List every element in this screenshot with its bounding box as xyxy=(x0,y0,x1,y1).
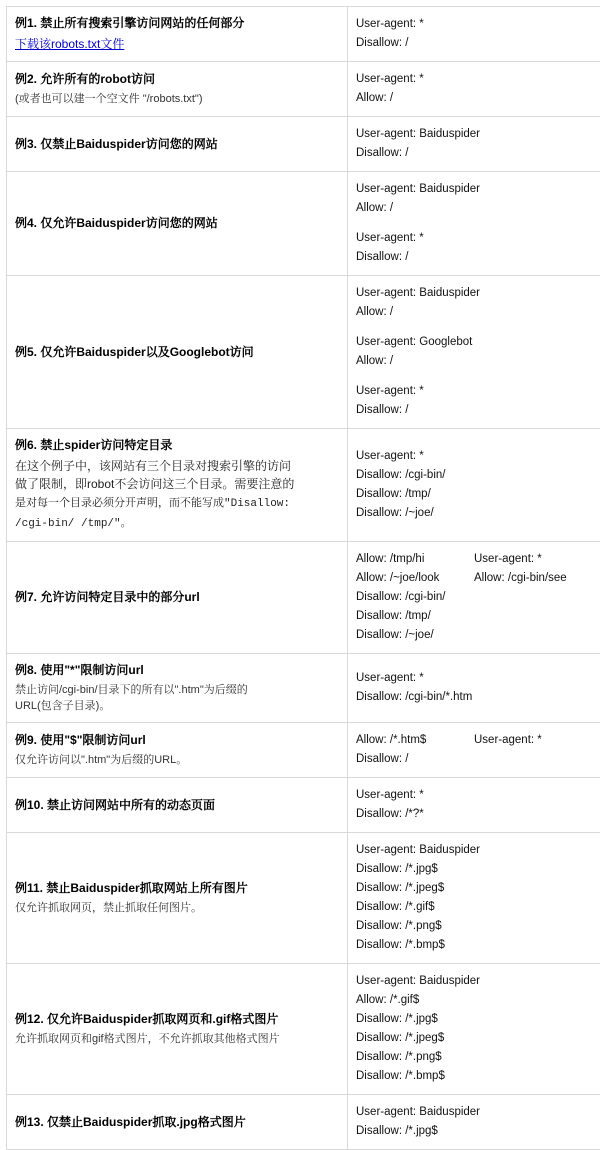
code-column-right xyxy=(474,731,600,769)
code-line: Disallow: /*?* xyxy=(356,805,600,824)
code-line: User-agent: Baiduspider xyxy=(356,180,600,199)
example-title: 例13. 仅禁止Baiduspider抓取.jpg格式图片 xyxy=(15,1114,339,1131)
subtext-line: 是对每一个目录必须分开声明，而不能写成"Disallow: xyxy=(15,498,290,510)
code-line: User-agent: * xyxy=(356,382,600,401)
example-code-cell xyxy=(348,778,600,833)
code-line: Allow: /*.gif$ xyxy=(356,991,600,1010)
code-line: Disallow: /cgi-bin/*.htm xyxy=(356,688,600,707)
download-robots-txt-link[interactable]: 下载该robots.txt文件 xyxy=(15,35,124,52)
code-line: Disallow: /*.bmp$ xyxy=(356,936,600,955)
code-line: Allow: /tmp/hi xyxy=(356,550,474,569)
code-line: Disallow: /*.jpeg$ xyxy=(356,879,600,898)
code-line: User-agent: Baiduspider xyxy=(356,125,600,144)
code-column-right xyxy=(474,550,600,645)
code-line: Disallow: / xyxy=(356,401,600,420)
code-line: Allow: /*.htm$ xyxy=(356,731,474,750)
example-title: 例2. 允许所有的robot访问 xyxy=(15,71,339,88)
code-line: User-agent: * xyxy=(356,229,600,248)
example-description-cell xyxy=(7,778,348,833)
table-row xyxy=(7,1095,600,1150)
example-code-cell xyxy=(348,62,600,117)
example-description-cell xyxy=(7,833,348,964)
example-code-cell xyxy=(348,1095,600,1150)
code-line: User-agent: Baiduspider xyxy=(356,972,600,991)
example-code-cell xyxy=(348,276,600,429)
code-line: Disallow: /*.gif$ xyxy=(356,898,600,917)
table-row xyxy=(7,964,600,1095)
example-code-cell xyxy=(348,7,600,62)
table-row xyxy=(7,7,600,62)
table-row xyxy=(7,542,600,654)
code-line: Disallow: /*.png$ xyxy=(356,917,600,936)
code-line: User-agent: Baiduspider xyxy=(356,841,600,860)
code-line: Disallow: / xyxy=(356,34,600,53)
example-description-cell xyxy=(7,172,348,276)
code-two-columns xyxy=(356,731,600,769)
example-subtext: 仅允许访问以".htm"为后缀的URL。 xyxy=(15,752,339,768)
code-line: Disallow: /cgi-bin/ xyxy=(356,588,474,607)
code-two-columns xyxy=(356,550,600,645)
code-spacer xyxy=(356,218,600,229)
example-code-cell xyxy=(348,964,600,1095)
example-title: 例8. 使用"*"限制访问url xyxy=(15,662,339,679)
table-row xyxy=(7,172,600,276)
example-description-cell xyxy=(7,964,348,1095)
code-line: Disallow: /*.jpg$ xyxy=(356,1010,600,1029)
code-line: User-agent: Googlebot xyxy=(356,333,600,352)
example-description-cell xyxy=(7,542,348,654)
example-description-cell xyxy=(7,429,348,542)
table-row xyxy=(7,723,600,778)
table-row xyxy=(7,429,600,542)
code-line: Disallow: /*.bmp$ xyxy=(356,1067,600,1086)
subtext-line: 做了限制，即robot不会访问这三个目录。需要注意的 xyxy=(15,477,294,491)
example-description-cell xyxy=(7,117,348,172)
code-line: Disallow: /cgi-bin/ xyxy=(356,466,600,485)
code-spacer xyxy=(356,322,600,333)
code-column-left xyxy=(356,550,474,645)
example-subtext: 允许抓取网页和gif格式图片，不允许抓取其他格式图片 xyxy=(15,1031,339,1047)
table-row xyxy=(7,62,600,117)
code-line: User-agent: * xyxy=(474,731,600,750)
example-code-cell xyxy=(348,654,600,723)
table-row xyxy=(7,654,600,723)
example-title: 例12. 仅允许Baiduspider抓取网页和.gif格式图片 xyxy=(15,1011,339,1028)
code-line: Disallow: /*.jpg$ xyxy=(356,1122,600,1141)
code-spacer xyxy=(356,371,600,382)
example-title: 例4. 仅允许Baiduspider访问您的网站 xyxy=(15,215,339,232)
example-title: 例6. 禁止spider访问特定目录 xyxy=(15,437,339,454)
example-title: 例3. 仅禁止Baiduspider访问您的网站 xyxy=(15,136,339,153)
code-line: Disallow: /*.jpeg$ xyxy=(356,1029,600,1048)
code-line: Allow: /cgi-bin/see xyxy=(474,569,600,588)
subtext-line: URL(包含子目录)。 xyxy=(15,700,110,712)
example-subtext xyxy=(15,457,339,533)
code-line: Allow: / xyxy=(356,303,600,322)
example-code-cell xyxy=(348,542,600,654)
code-line: Disallow: /*.png$ xyxy=(356,1048,600,1067)
code-line: Disallow: / xyxy=(356,750,474,769)
code-line: Disallow: / xyxy=(356,248,600,267)
example-code-cell xyxy=(348,723,600,778)
code-line: User-agent: Baiduspider xyxy=(356,1103,600,1122)
code-line: User-agent: * xyxy=(356,786,600,805)
code-line: Allow: / xyxy=(356,199,600,218)
example-subtext: (或者也可以建一个空文件 "/robots.txt") xyxy=(15,91,339,107)
code-line: User-agent: * xyxy=(356,70,600,89)
code-line: Allow: /~joe/look xyxy=(356,569,474,588)
code-line: Allow: / xyxy=(356,352,600,371)
code-line: Disallow: / xyxy=(356,144,600,163)
table-row xyxy=(7,833,600,964)
code-line: User-agent: * xyxy=(356,447,600,466)
example-title: 例7. 允许访问特定目录中的部分url xyxy=(15,589,339,606)
code-line: Disallow: /~joe/ xyxy=(356,626,474,645)
example-code-cell xyxy=(348,172,600,276)
example-subtext: 仅允许抓取网页，禁止抓取任何图片。 xyxy=(15,900,339,916)
example-description-cell xyxy=(7,62,348,117)
subtext-line: /cgi-bin/ /tmp/"。 xyxy=(15,518,132,530)
code-line: User-agent: Baiduspider xyxy=(356,284,600,303)
subtext-line: 在这个例子中，该网站有三个目录对搜索引擎的访问 xyxy=(15,459,291,473)
example-description-cell xyxy=(7,276,348,429)
example-code-cell xyxy=(348,117,600,172)
code-line: Disallow: /tmp/ xyxy=(356,607,474,626)
example-description-cell xyxy=(7,723,348,778)
code-column-left xyxy=(356,731,474,769)
table-row xyxy=(7,778,600,833)
code-line: Disallow: /tmp/ xyxy=(356,485,600,504)
code-line: Disallow: /~joe/ xyxy=(356,504,600,523)
code-line: Allow: / xyxy=(356,89,600,108)
example-title: 例5. 仅允许Baiduspider以及Googlebot访问 xyxy=(15,344,339,361)
table-row xyxy=(7,117,600,172)
subtext-line: 禁止访问/cgi-bin/目录下的所有以".htm"为后缀的 xyxy=(15,684,248,696)
example-subtext xyxy=(15,682,339,714)
example-description-cell xyxy=(7,654,348,723)
code-line: User-agent: * xyxy=(356,669,600,688)
example-title: 例9. 使用"$"限制访问url xyxy=(15,732,339,749)
example-code-cell xyxy=(348,429,600,542)
example-title: 例10. 禁止访问网站中所有的动态页面 xyxy=(15,797,339,814)
example-code-cell xyxy=(348,833,600,964)
code-line: User-agent: * xyxy=(356,15,600,34)
example-description-cell xyxy=(7,7,348,62)
example-description-cell xyxy=(7,1095,348,1150)
example-title: 例11. 禁止Baiduspider抓取网站上所有图片 xyxy=(15,880,339,897)
robots-examples-table xyxy=(6,6,600,1150)
code-line: Disallow: /*.jpg$ xyxy=(356,860,600,879)
code-line: User-agent: * xyxy=(474,550,600,569)
table-row xyxy=(7,276,600,429)
example-title: 例1. 禁止所有搜索引擎访问网站的任何部分 xyxy=(15,15,339,32)
